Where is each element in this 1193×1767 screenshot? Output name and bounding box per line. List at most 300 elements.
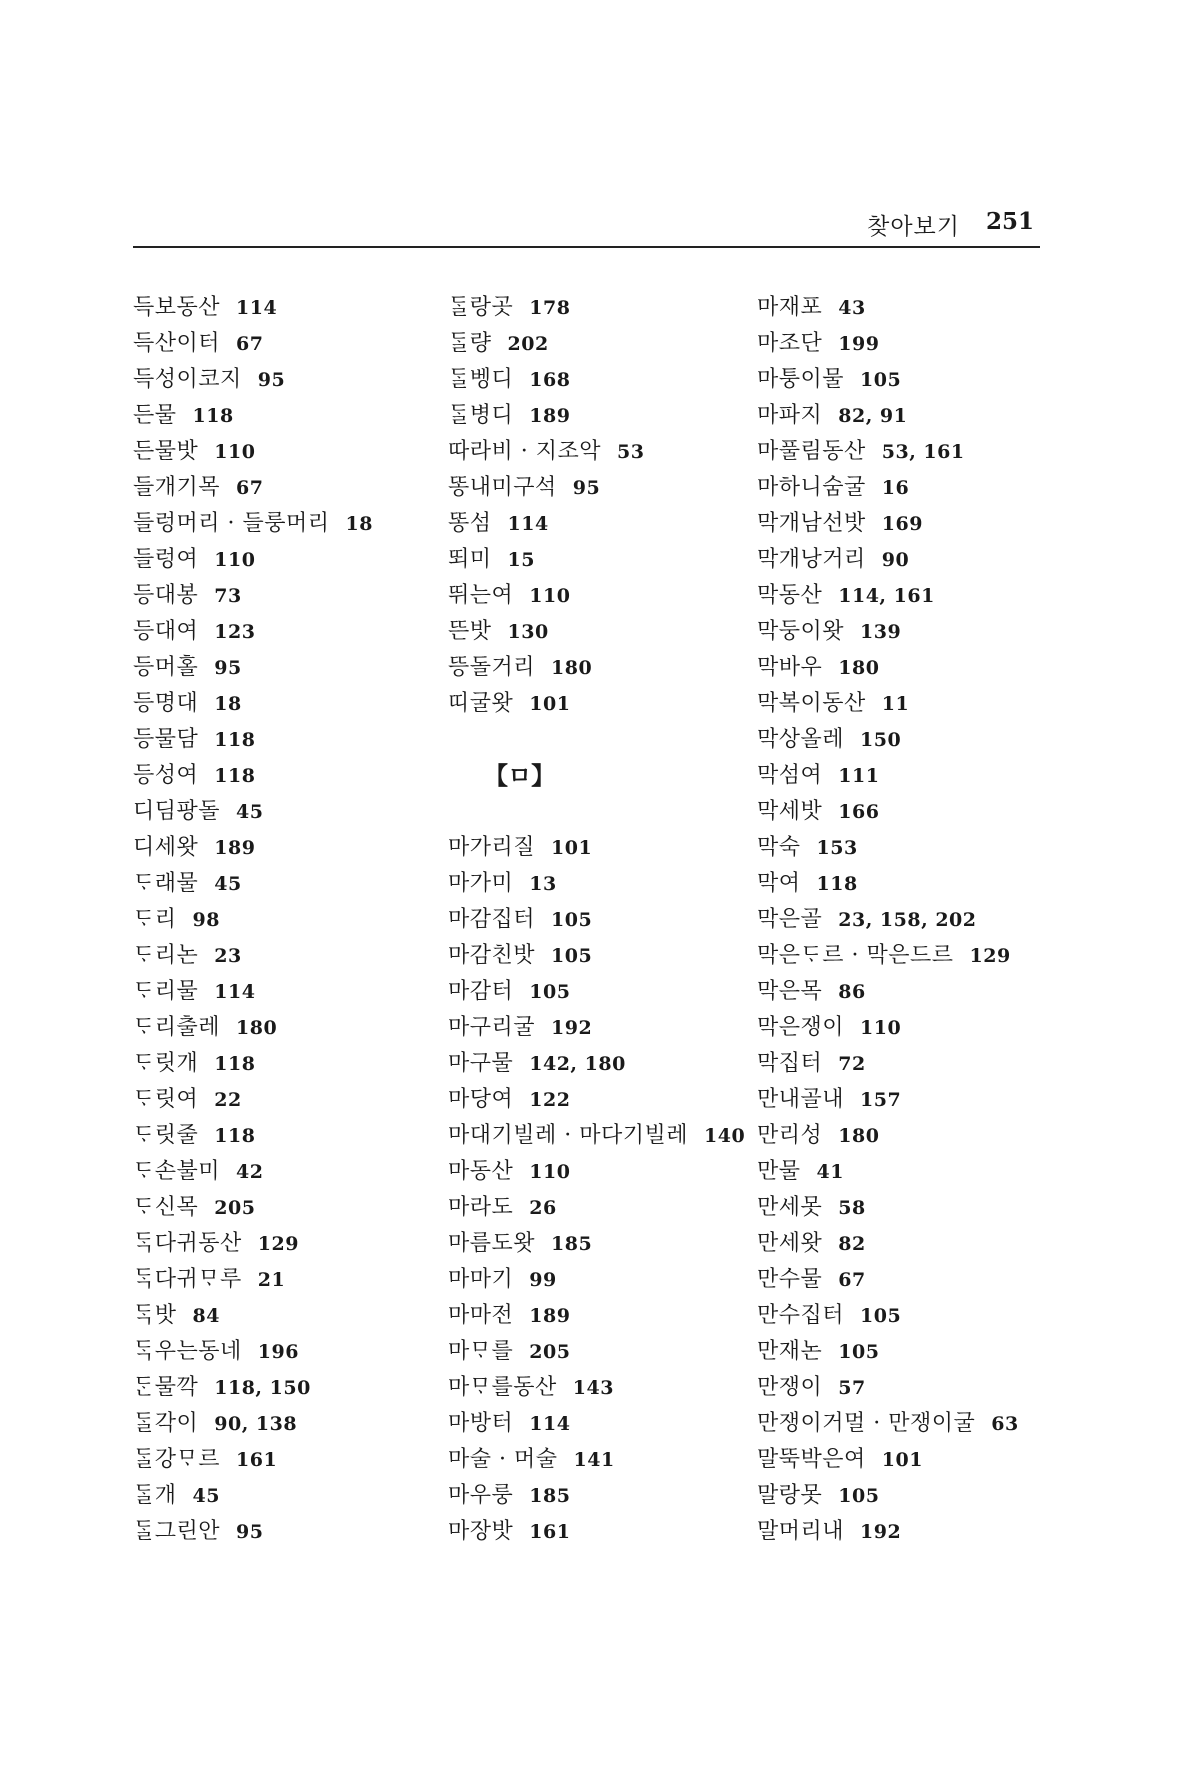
- index-term: 만리성: [757, 1123, 823, 1148]
- index-term: 등물담: [133, 727, 199, 752]
- index-page-refs: 122: [529, 1089, 571, 1111]
- index-term: 막섬여: [757, 763, 823, 788]
- index-page-refs: 26: [529, 1197, 557, 1219]
- index-term: ᄃᆞ릿개: [133, 1051, 199, 1076]
- index-term: 득산이터: [133, 331, 221, 356]
- index-page-refs: 11: [881, 693, 910, 715]
- index-entry: [757, 1406, 1019, 1442]
- index-column-1: [133, 290, 373, 1550]
- index-term: ᄃᆞ릿줄: [133, 1123, 199, 1148]
- index-term: 디딤팡돌: [133, 799, 221, 824]
- index-term: ᄃᆞᆨ다귀ᄆᆞ루: [133, 1267, 242, 1292]
- index-entry: [757, 1262, 1019, 1298]
- index-page-refs: 118: [192, 405, 234, 427]
- index-entry: [133, 362, 373, 398]
- index-term: ᄃᆞᆯ병디: [448, 403, 514, 428]
- index-entry: [448, 902, 745, 938]
- index-term: 만세못: [757, 1195, 823, 1220]
- index-page-refs: 110: [529, 585, 571, 607]
- index-entry: [448, 542, 745, 578]
- index-term: 막은골: [757, 907, 823, 932]
- index-page-refs: 180: [551, 657, 593, 679]
- index-entry: [448, 1010, 745, 1046]
- index-term: 마구리굴: [448, 1015, 536, 1040]
- index-term: 마ᄆᆞ를동산: [448, 1375, 557, 1400]
- index-term: 마당여: [448, 1087, 514, 1112]
- index-term: 마퉁이물: [757, 367, 845, 392]
- index-entry: [757, 1334, 1019, 1370]
- index-entry: [133, 1370, 373, 1406]
- index-entry: [757, 1370, 1019, 1406]
- index-page-refs: 105: [838, 1341, 880, 1363]
- index-entry: [448, 434, 745, 470]
- index-term: 마재포: [757, 295, 823, 320]
- index-page-refs: 189: [529, 405, 571, 427]
- index-term: 마감집터: [448, 907, 536, 932]
- index-term: ᄃᆞᆯ량: [448, 331, 492, 356]
- index-entry: [757, 1118, 1019, 1154]
- index-term: 똥섬: [448, 511, 492, 536]
- index-page-refs: 199: [838, 333, 880, 355]
- index-page-refs: 142, 180: [529, 1053, 626, 1075]
- index-entry: [133, 1406, 373, 1442]
- index-term: 막숙: [757, 835, 801, 860]
- index-page-refs: 168: [529, 369, 571, 391]
- index-page-refs: 157: [860, 1089, 902, 1111]
- index-entry: [757, 506, 1019, 542]
- index-page-refs: 95: [214, 657, 242, 679]
- index-term: ᄃᆞ래물: [133, 871, 199, 896]
- index-entry: [757, 434, 1019, 470]
- index-entry: [133, 578, 373, 614]
- index-page-refs: 192: [860, 1521, 902, 1543]
- index-term: 만내골내: [757, 1087, 845, 1112]
- index-entry: [133, 1190, 373, 1226]
- index-entry: [448, 866, 745, 902]
- index-term: 마가미: [448, 871, 514, 896]
- index-page-refs: 118: [214, 1125, 256, 1147]
- index-page-refs: 114: [236, 297, 278, 319]
- index-entry: [133, 290, 373, 326]
- index-page-refs: 18: [345, 513, 373, 535]
- index-page-refs: 86: [838, 981, 866, 1003]
- index-term: 들렁머리 · 들룽머리: [133, 511, 330, 536]
- index-page-refs: 13: [529, 873, 557, 895]
- index-page-refs: 101: [551, 837, 593, 859]
- index-page-refs: 101: [881, 1449, 923, 1471]
- index-term: 만세왓: [757, 1231, 823, 1256]
- index-term: 말머리내: [757, 1519, 845, 1544]
- index-page-refs: 95: [236, 1521, 264, 1543]
- index-page-refs: 189: [529, 1305, 571, 1327]
- index-entry: [448, 830, 745, 866]
- index-term: ᄃᆞᆯ랑곳: [448, 295, 514, 320]
- index-page-refs: 180: [838, 657, 880, 679]
- index-page-refs: 129: [257, 1233, 299, 1255]
- index-entry: [133, 1082, 373, 1118]
- index-page-refs: 67: [236, 477, 264, 499]
- index-entry: [133, 902, 373, 938]
- index-entry: [133, 470, 373, 506]
- index-entry: [133, 794, 373, 830]
- index-page-refs: 110: [529, 1161, 571, 1183]
- index-page-refs: 21: [257, 1269, 286, 1291]
- index-term: 똥내미구석: [448, 475, 557, 500]
- index-entry: [448, 506, 745, 542]
- index-page-refs: 110: [214, 441, 256, 463]
- index-entry: [448, 614, 745, 650]
- index-term: 마조단: [757, 331, 823, 356]
- index-page-refs: 180: [236, 1017, 278, 1039]
- index-page-refs: 53: [617, 441, 645, 463]
- index-page-refs: 42: [236, 1161, 264, 1183]
- index-term: 든물밧: [133, 439, 199, 464]
- index-entry: [757, 578, 1019, 614]
- index-term: 막은ᄃᆞ르 · 막은드르: [757, 943, 954, 968]
- index-page-refs: 72: [838, 1053, 866, 1075]
- index-page-refs: 161: [529, 1521, 571, 1543]
- index-entry: [757, 902, 1019, 938]
- index-term: ᄃᆞ리논: [133, 943, 199, 968]
- index-page-refs: 114, 161: [838, 585, 935, 607]
- index-entry: [133, 866, 373, 902]
- index-term: 만쟁이거멀 · 만쟁이굴: [757, 1411, 976, 1436]
- index-term: 막개남선밧: [757, 511, 866, 536]
- index-page-refs: 105: [529, 981, 571, 1003]
- index-page-refs: 95: [257, 369, 286, 391]
- index-term: 뜽돌거리: [448, 655, 536, 680]
- index-page-refs: 105: [838, 1485, 880, 1507]
- index-page-refs: 99: [529, 1269, 557, 1291]
- index-page-refs: 161: [236, 1449, 278, 1471]
- index-page-refs: 18: [214, 693, 242, 715]
- index-column-2: [448, 290, 745, 1550]
- index-entry: [448, 1442, 745, 1478]
- index-page-refs: 82: [838, 1233, 866, 1255]
- index-term: 띠굴왓: [448, 691, 514, 716]
- index-entry: [448, 1514, 745, 1550]
- index-page-refs: 118, 150: [214, 1377, 311, 1399]
- index-page-refs: 67: [838, 1269, 866, 1291]
- index-term: 막상올레: [757, 727, 845, 752]
- index-term: ᄃᆞ신목: [133, 1195, 199, 1220]
- index-entry: [757, 1010, 1019, 1046]
- index-term: ᄃᆞ리: [133, 907, 177, 932]
- index-term: 만수물: [757, 1267, 823, 1292]
- index-term: 마가리질: [448, 835, 536, 860]
- index-page-refs: 130: [507, 621, 549, 643]
- index-page-refs: 140: [704, 1125, 746, 1147]
- index-term: 마하니숨굴: [757, 475, 866, 500]
- index-entry: [133, 758, 373, 794]
- index-term: 들개기목: [133, 475, 221, 500]
- index-term: ᄃᆞᆨ밧: [133, 1303, 177, 1328]
- index-entry: [448, 1298, 745, 1334]
- index-term: 득보동산: [133, 295, 221, 320]
- index-term: 만물: [757, 1159, 801, 1184]
- index-entry: [133, 1010, 373, 1046]
- index-term: ᄃᆞ손불미: [133, 1159, 221, 1184]
- index-entry: [448, 1406, 745, 1442]
- index-entry: [757, 1190, 1019, 1226]
- index-term: ᄃᆞᆨ다귀동산: [133, 1231, 242, 1256]
- index-entry: [133, 542, 373, 578]
- index-term: ᄃᆞᆯ각이: [133, 1411, 199, 1436]
- index-page-refs: 110: [214, 549, 256, 571]
- index-entry: [133, 1046, 373, 1082]
- index-term: 말랑못: [757, 1483, 823, 1508]
- index-page-refs: 53, 161: [881, 441, 965, 463]
- index-page-refs: 166: [838, 801, 880, 823]
- index-entry: [133, 722, 373, 758]
- running-header: [133, 206, 1040, 248]
- index-entry: [448, 1082, 745, 1118]
- index-entry: [757, 830, 1019, 866]
- index-page-refs: 139: [860, 621, 902, 643]
- index-page-refs: 43: [838, 297, 866, 319]
- index-term: 등성여: [133, 763, 199, 788]
- index-entry: [133, 1118, 373, 1154]
- index-page-refs: 45: [236, 801, 264, 823]
- index-page-refs: 202: [507, 333, 549, 355]
- index-entry: [133, 1226, 373, 1262]
- index-term: 등대여: [133, 619, 199, 644]
- index-page-refs: 41: [816, 1161, 844, 1183]
- index-term: ᄃᆞᆯ개: [133, 1483, 177, 1508]
- index-term: 등명대: [133, 691, 199, 716]
- index-page-refs: 90, 138: [214, 1413, 298, 1435]
- index-term: 막바우: [757, 655, 823, 680]
- index-entry: [757, 1154, 1019, 1190]
- index-term: 따라비 · 지조악: [448, 439, 601, 464]
- index-term: 마마전: [448, 1303, 514, 1328]
- index-page-refs: 111: [838, 765, 880, 787]
- index-page-refs: 95: [572, 477, 601, 499]
- index-entry: [757, 866, 1019, 902]
- index-entry: [133, 830, 373, 866]
- index-entry: [133, 398, 373, 434]
- index-term: 마구물: [448, 1051, 514, 1076]
- index-term: ᄃᆞᆯ벵디: [448, 367, 514, 392]
- index-term: 마우룽: [448, 1483, 514, 1508]
- index-page-refs: 114: [507, 513, 549, 535]
- index-term: ᄃᆞᆯ그린안: [133, 1519, 221, 1544]
- index-term: 마동산: [448, 1159, 514, 1184]
- index-page-refs: 118: [816, 873, 858, 895]
- index-entry: [757, 1298, 1019, 1334]
- index-term: 말뚝박은여: [757, 1447, 866, 1472]
- index-term: 막세밧: [757, 799, 823, 824]
- index-entry: [133, 938, 373, 974]
- index-page-refs: 45: [214, 873, 242, 895]
- index-entry: [757, 1514, 1019, 1550]
- index-column-3: [757, 290, 1019, 1550]
- index-entry: [757, 758, 1019, 794]
- index-term: 마마기: [448, 1267, 514, 1292]
- index-entry: [133, 650, 373, 686]
- index-page-refs: 205: [529, 1341, 571, 1363]
- index-entry: [757, 1442, 1019, 1478]
- index-entry: [133, 326, 373, 362]
- index-entry: [133, 1262, 373, 1298]
- index-term: 마ᄆᆞ를: [448, 1339, 514, 1364]
- index-entry: [133, 614, 373, 650]
- index-page-refs: 169: [881, 513, 923, 535]
- index-page-refs: 180: [838, 1125, 880, 1147]
- index-page-refs: 67: [236, 333, 264, 355]
- index-page-refs: 16: [881, 477, 910, 499]
- index-entry: [757, 1226, 1019, 1262]
- index-term: 막동산: [757, 583, 823, 608]
- index-term: 마파지: [757, 403, 823, 428]
- index-page-refs: 82, 91: [838, 405, 908, 427]
- index-term: 막집터: [757, 1051, 823, 1076]
- index-page-refs: 73: [214, 585, 242, 607]
- index-page-refs: 118: [214, 1053, 256, 1075]
- index-entry: [757, 974, 1019, 1010]
- index-page-refs: 105: [551, 909, 593, 931]
- index-term: ᄃᆞ릿여: [133, 1087, 199, 1112]
- section-heading: 【ㅁ】: [484, 761, 556, 790]
- index-page-refs: 123: [214, 621, 256, 643]
- index-term: 뛰는여: [448, 583, 514, 608]
- index-page-refs: 45: [192, 1485, 220, 1507]
- index-page-refs: 185: [551, 1233, 593, 1255]
- index-entry: [133, 1154, 373, 1190]
- index-term: 막은목: [757, 979, 823, 1004]
- page-number: 251: [985, 208, 1034, 235]
- index-term: 든물: [133, 403, 177, 428]
- index-term: 마술 · 머술: [448, 1447, 558, 1472]
- index-page-refs: 98: [192, 909, 220, 931]
- index-entry: [448, 1154, 745, 1190]
- index-page-refs: 118: [214, 765, 256, 787]
- index-term: 마감친밧: [448, 943, 536, 968]
- index-term: ᄃᆞᆫ물깍: [133, 1375, 199, 1400]
- index-entry: [133, 1478, 373, 1514]
- index-term: 뜬밧: [448, 619, 492, 644]
- index-entry: [133, 1514, 373, 1550]
- index-page-refs: 57: [838, 1377, 866, 1399]
- index-entry: [448, 326, 745, 362]
- index-entry: [448, 1226, 745, 1262]
- index-term: 만재논: [757, 1339, 823, 1364]
- index-page-refs: 105: [860, 1305, 902, 1327]
- index-entry: [757, 470, 1019, 506]
- index-entry: [757, 290, 1019, 326]
- index-page-refs: 153: [816, 837, 858, 859]
- index-term: ᄃᆞᆨ우는동네: [133, 1339, 242, 1364]
- index-entry: [448, 1334, 745, 1370]
- index-term: 막복이동산: [757, 691, 866, 716]
- index-entry: [757, 1046, 1019, 1082]
- index-term: 마름도왓: [448, 1231, 536, 1256]
- index-page-refs: 192: [551, 1017, 593, 1039]
- index-entry: [133, 1298, 373, 1334]
- index-entry: [757, 938, 1019, 974]
- index-page-refs: 23, 158, 202: [838, 909, 977, 931]
- index-entry: [757, 794, 1019, 830]
- index-term: 마풀림동산: [757, 439, 866, 464]
- index-page-refs: 178: [529, 297, 571, 319]
- index-entry: [757, 650, 1019, 686]
- index-entry: [448, 398, 745, 434]
- index-page-refs: 189: [214, 837, 256, 859]
- index-term: 등대봉: [133, 583, 199, 608]
- index-entry: [757, 722, 1019, 758]
- index-page-refs: 58: [838, 1197, 866, 1219]
- index-entry: [757, 1478, 1019, 1514]
- index-term: 등머홀: [133, 655, 199, 680]
- index-entry: [757, 1082, 1019, 1118]
- index-term: 막은쟁이: [757, 1015, 845, 1040]
- index-page-refs: 129: [969, 945, 1011, 967]
- index-entry: [133, 686, 373, 722]
- index-page-refs: 84: [192, 1305, 220, 1327]
- index-entry: [133, 434, 373, 470]
- index-term: 득성이코지: [133, 367, 242, 392]
- index-entry: [133, 1334, 373, 1370]
- index-term: 마방터: [448, 1411, 514, 1436]
- index-term: ᄃᆞᆯ강ᄆᆞ르: [133, 1447, 221, 1472]
- index-page-refs: 114: [214, 981, 256, 1003]
- index-term: 마라도: [448, 1195, 514, 1220]
- index-page-refs: 141: [573, 1449, 615, 1471]
- index-term: 막개낭거리: [757, 547, 866, 572]
- index-entry: [448, 470, 745, 506]
- index-entry: [448, 938, 745, 974]
- index-term: 뙤미: [448, 547, 492, 572]
- index-entry: [448, 1118, 745, 1154]
- index-page-refs: 196: [257, 1341, 299, 1363]
- index-page-refs: 205: [214, 1197, 256, 1219]
- index-entry: [757, 398, 1019, 434]
- index-entry: [448, 1046, 745, 1082]
- index-entry: [448, 686, 745, 722]
- index-entry: [448, 650, 745, 686]
- index-entry: [448, 362, 745, 398]
- index-entry: [448, 290, 745, 326]
- index-entry: [757, 686, 1019, 722]
- index-entry: [448, 1370, 745, 1406]
- index-term: 만쟁이: [757, 1375, 823, 1400]
- index-entry: [448, 1262, 745, 1298]
- index-page-refs: 22: [214, 1089, 242, 1111]
- index-term: 막둥이왓: [757, 619, 845, 644]
- index-page-refs: 143: [572, 1377, 614, 1399]
- index-page-refs: 114: [529, 1413, 571, 1435]
- index-page-refs: 110: [860, 1017, 902, 1039]
- index-page-refs: 15: [507, 549, 535, 571]
- index-page-refs: 185: [529, 1485, 571, 1507]
- index-term: 마대기빌레 · 마다기빌레: [448, 1123, 689, 1148]
- index-entry: [448, 1478, 745, 1514]
- index-term: 들렁여: [133, 547, 199, 572]
- running-header-title: 찾아보기: [867, 214, 960, 240]
- index-entry: [133, 974, 373, 1010]
- index-page-refs: 150: [860, 729, 902, 751]
- index-term: 만수집터: [757, 1303, 845, 1328]
- index-term: 마감터: [448, 979, 514, 1004]
- index-entry: [757, 362, 1019, 398]
- index-term: ᄃᆞ리물: [133, 979, 199, 1004]
- index-page-refs: 118: [214, 729, 256, 751]
- index-entry: [448, 974, 745, 1010]
- index-entry: [448, 578, 745, 614]
- index-term: 마장밧: [448, 1519, 514, 1544]
- index-term: 디세왓: [133, 835, 199, 860]
- index-page-refs: 105: [551, 945, 593, 967]
